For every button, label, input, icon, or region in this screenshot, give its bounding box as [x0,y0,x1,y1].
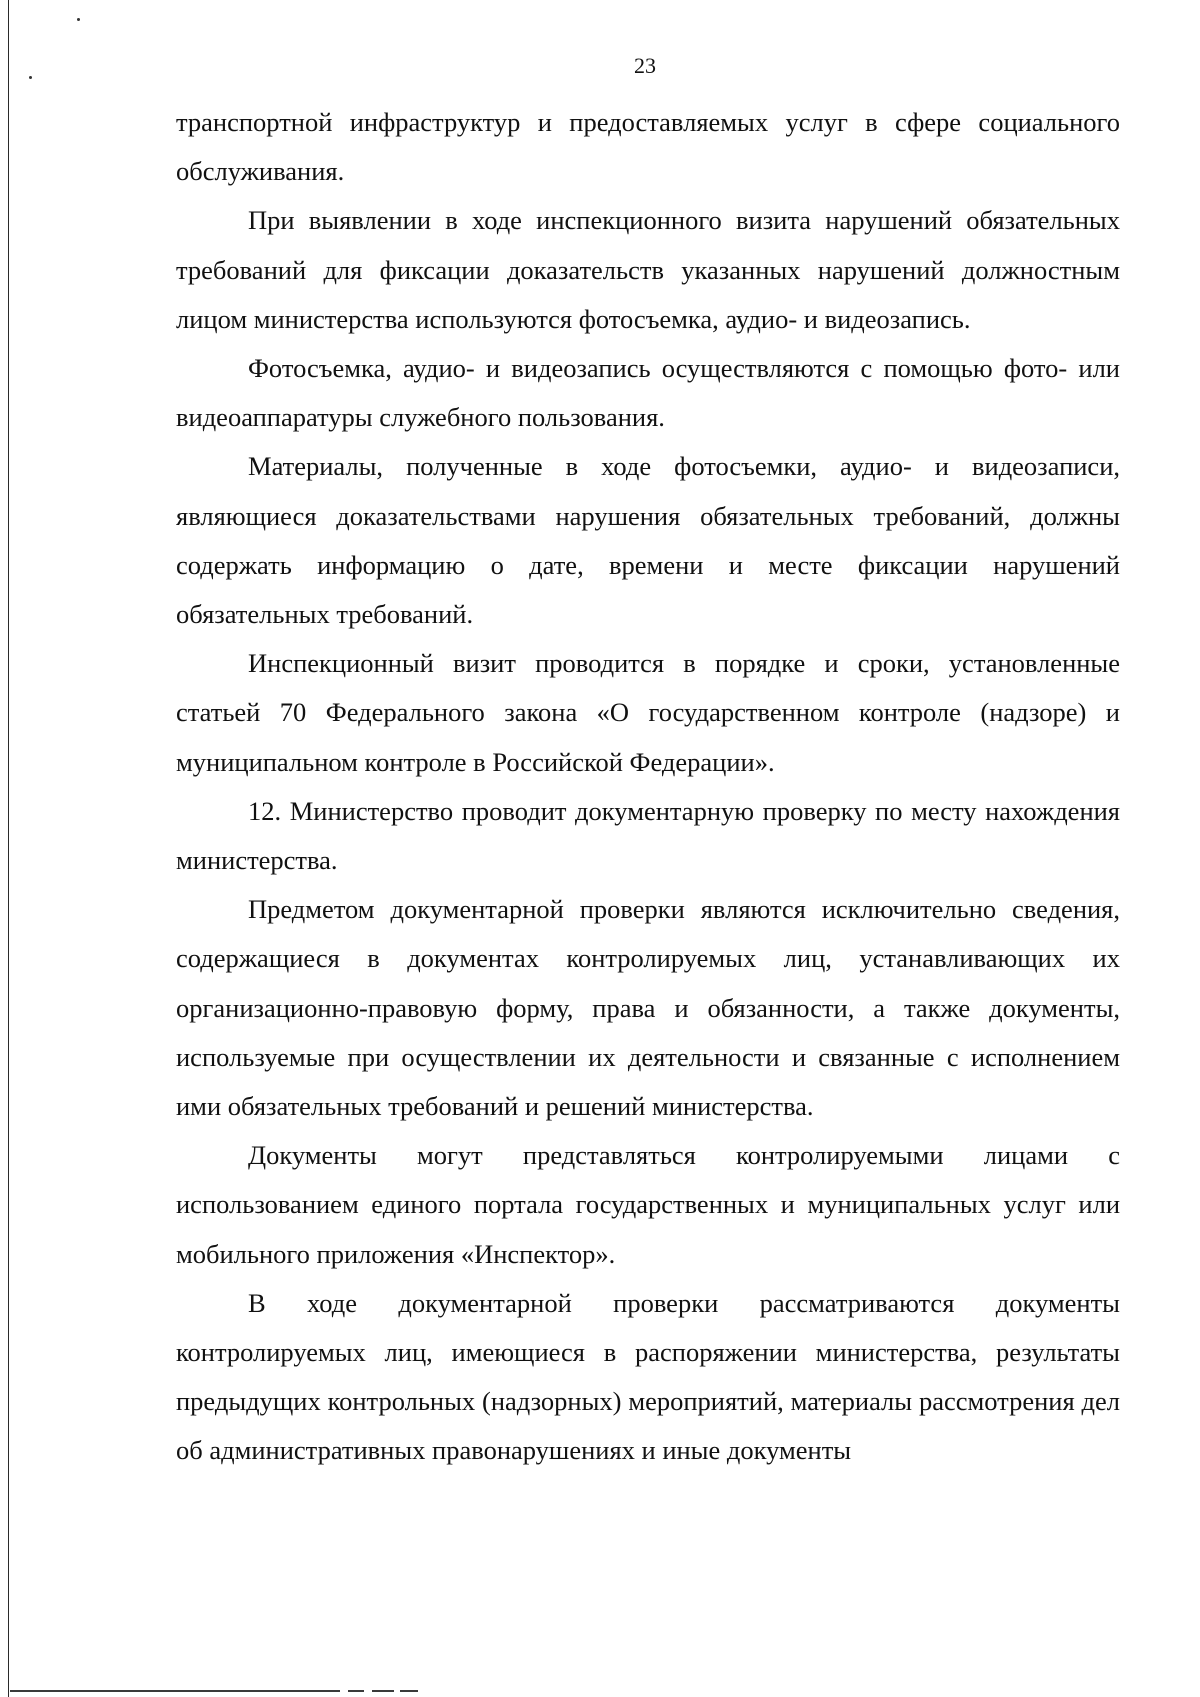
document-body [176,98,1120,1476]
paragraph: Инспекционный визит проводится в порядке и сроки, установленные статьей 70 Федерального закона «О государственном контроле (надзоре) и муниципальном контроле в Российской Федерации». [176,648,1120,777]
scan-speck [77,18,80,21]
paragraph: При выявлении в ходе инспекционного визита нарушений обязательных требований для фиксации доказательств указанных нарушений должностным лицом министерства используются фотосъемка, аудио- и видеозапись. [176,205,1120,334]
paragraph: Документы могут представляться контролируемыми лицами с использованием единого портала государственных и муниципальных услуг или мобильного приложения «Инспектор». [176,1140,1120,1269]
paragraph: В ходе документарной проверки рассматриваются документы контролируемых лиц, имеющиеся в распоряжении министерства, результаты предыдущих контрольных (надзорных) мероприятий, материалы рассмотрения дел об административных правонарушениях и иные документы [176,1287,1120,1466]
bottom-dash [372,1690,394,1692]
paragraph: Предметом документарной проверки являются исключительно сведения, содержащиеся в документах контролируемых лиц, устанавливающих их организационно-правовую форму, права и обязанности, а также документы, используемые при осуществлении их деятельности и связанные с исполнением ими обязательных требований и решений министерства. [176,894,1120,1122]
bottom-margin-line [10,1690,340,1692]
paragraph: Фотосъемка, аудио- и видеозапись осуществляются с помощью фото- или видеоаппаратуры служебного пользования. [176,353,1120,433]
paragraph: 12. Министерство проводит документарную проверку по месту нахождения министерства. [176,795,1120,876]
bottom-dash [348,1690,364,1692]
bottom-dash [400,1690,418,1692]
paragraph: Материалы, полученные в ходе фотосъемки, аудио- и видеозаписи, являющиеся доказательствами нарушения обязательных требований, должны содержать информацию о дате, времени и месте фиксации нарушений обязательных требований. [176,451,1120,630]
page-number: 23 [634,53,656,78]
paragraph-continuation: транспортной инфраструктур и предоставляемых услуг в сфере социального обслуживания. [176,107,1120,187]
left-margin-line [8,0,9,1697]
